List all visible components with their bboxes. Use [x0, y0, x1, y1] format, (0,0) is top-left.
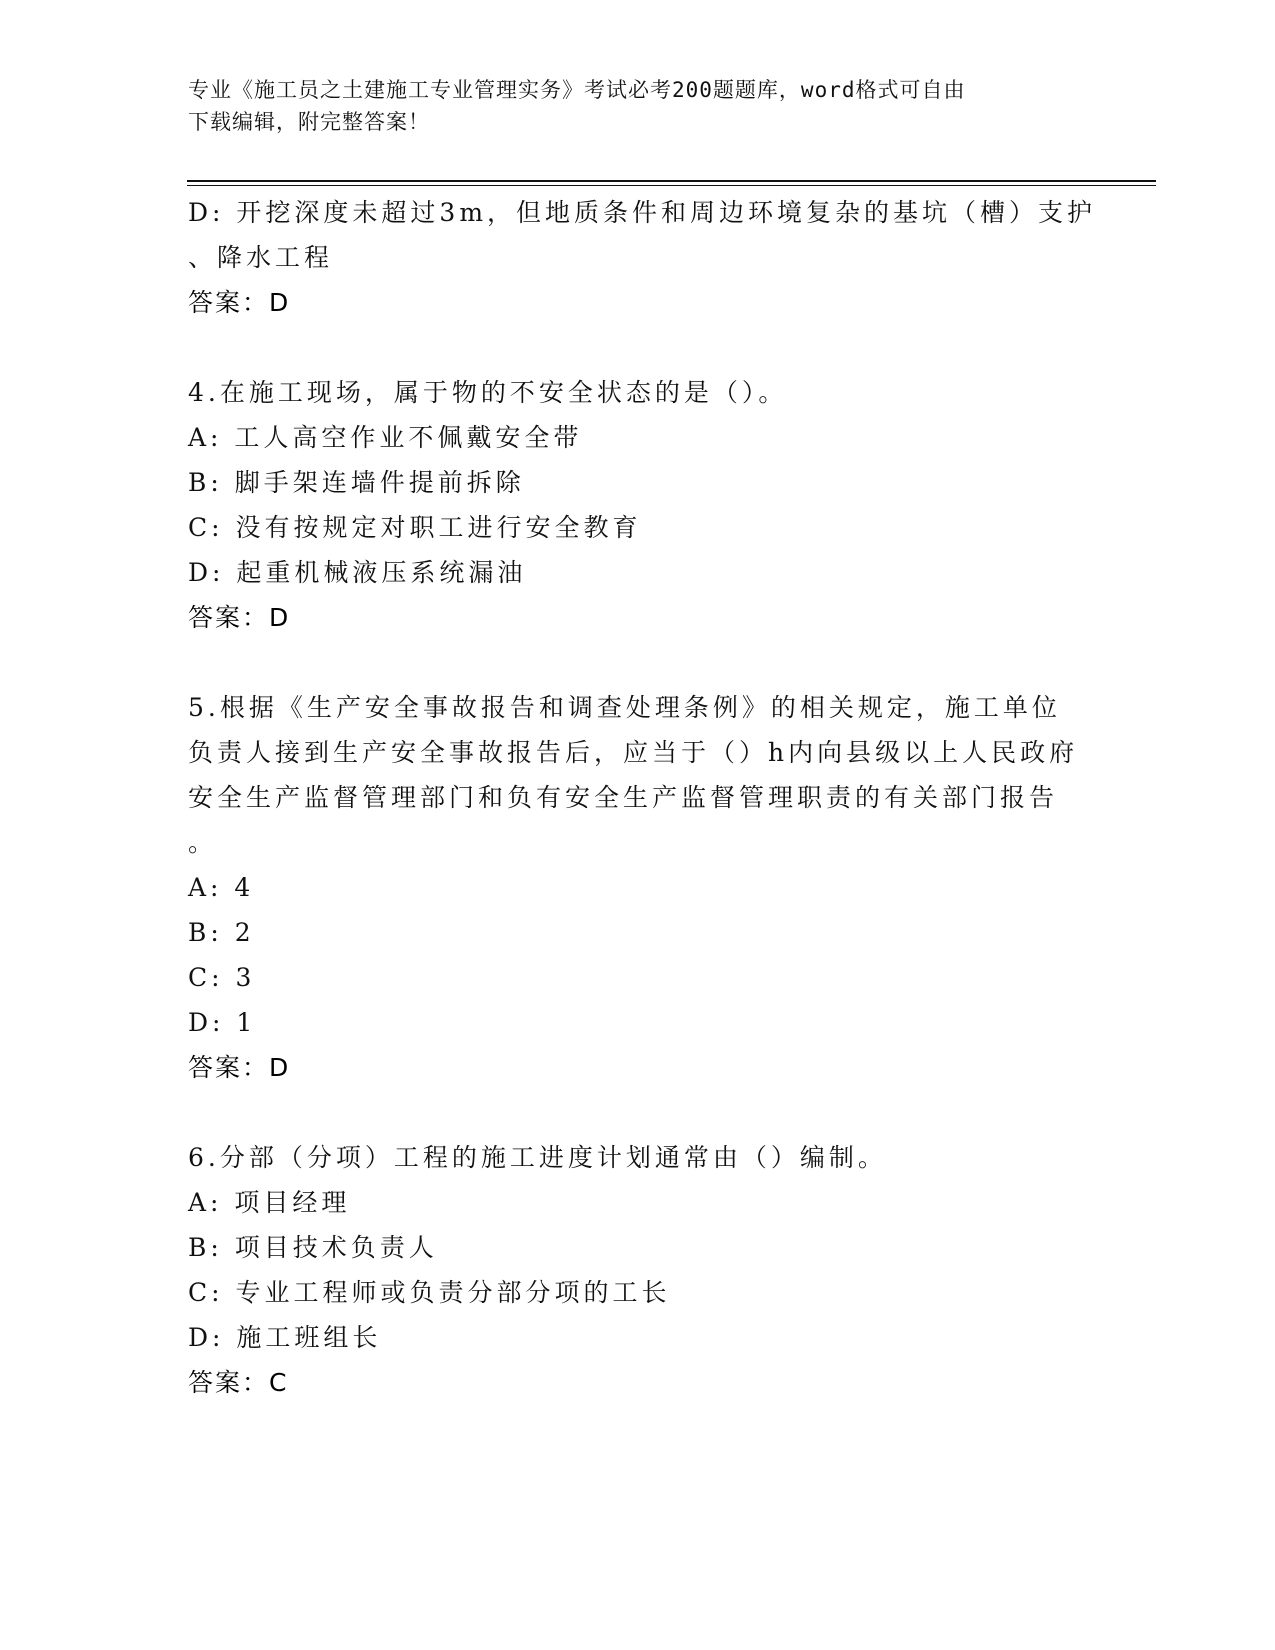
q5-answer: 答案：D — [188, 1053, 291, 1082]
q4-option-c: C: 没有按规定对职工进行安全教育 — [188, 513, 642, 542]
q5-option-c: C: 3 — [188, 963, 256, 992]
question-4 — [188, 370, 1088, 640]
q3-option-d-line-2: 、降水工程 — [188, 243, 334, 272]
spacer — [188, 325, 1088, 370]
question-3 — [188, 190, 1097, 325]
page-header — [188, 74, 1068, 138]
q5-question-line-4: 。 — [188, 828, 218, 857]
spacer — [188, 1090, 1088, 1135]
header-line-1: 专业《施工员之土建施工专业管理实务》考试必考200题题库，word格式可自由 — [188, 78, 966, 102]
question-list — [188, 190, 1097, 1405]
q6-option-a: A: 项目经理 — [188, 1188, 351, 1217]
q5-question-line-2: 负责人接到生产安全事故报告后，应当于（）h内向县级以上人民政府 — [188, 738, 1079, 767]
spacer — [188, 640, 1088, 685]
q6-option-c: C: 专业工程师或负责分部分项的工长 — [188, 1278, 671, 1307]
q5-option-a: A: 4 — [188, 873, 255, 902]
q6-answer: 答案：C — [188, 1368, 289, 1397]
header-line-2: 下载编辑，附完整答案！ — [188, 110, 430, 134]
q5-question-line-3: 安全生产监督管理部门和负有安全生产监督管理职责的有关部门报告 — [188, 783, 1059, 812]
q5-option-d: D: 1 — [188, 1008, 257, 1037]
header-divider-thin — [187, 185, 1156, 186]
q4-option-b: B: 脚手架连墙件提前拆除 — [188, 468, 525, 497]
q3-option-d-line-1: D: 开挖深度未超过3m，但地质条件和周边环境复杂的基坑（槽）支护 — [188, 198, 1097, 227]
q4-option-a: A: 工人高空作业不佩戴安全带 — [188, 423, 583, 452]
q6-question: 6.分部（分项）工程的施工进度计划通常由（）编制。 — [188, 1143, 887, 1172]
q5-question-line-1: 5.根据《生产安全事故报告和调查处理条例》的相关规定，施工单位 — [188, 693, 1061, 722]
question-6 — [188, 1135, 1088, 1405]
q6-option-b: B: 项目技术负责人 — [188, 1233, 438, 1262]
question-5 — [188, 685, 1088, 1090]
q4-question: 4.在施工现场，属于物的不安全状态的是（）。 — [188, 378, 788, 407]
q5-option-b: B: 2 — [188, 918, 255, 947]
q6-option-d: D: 施工班组长 — [188, 1323, 382, 1352]
q4-answer: 答案：D — [188, 603, 291, 632]
q3-answer: 答案：D — [188, 288, 291, 317]
header-divider-thick — [187, 180, 1156, 182]
q4-option-d: D: 起重机械液压系统漏油 — [188, 558, 527, 587]
